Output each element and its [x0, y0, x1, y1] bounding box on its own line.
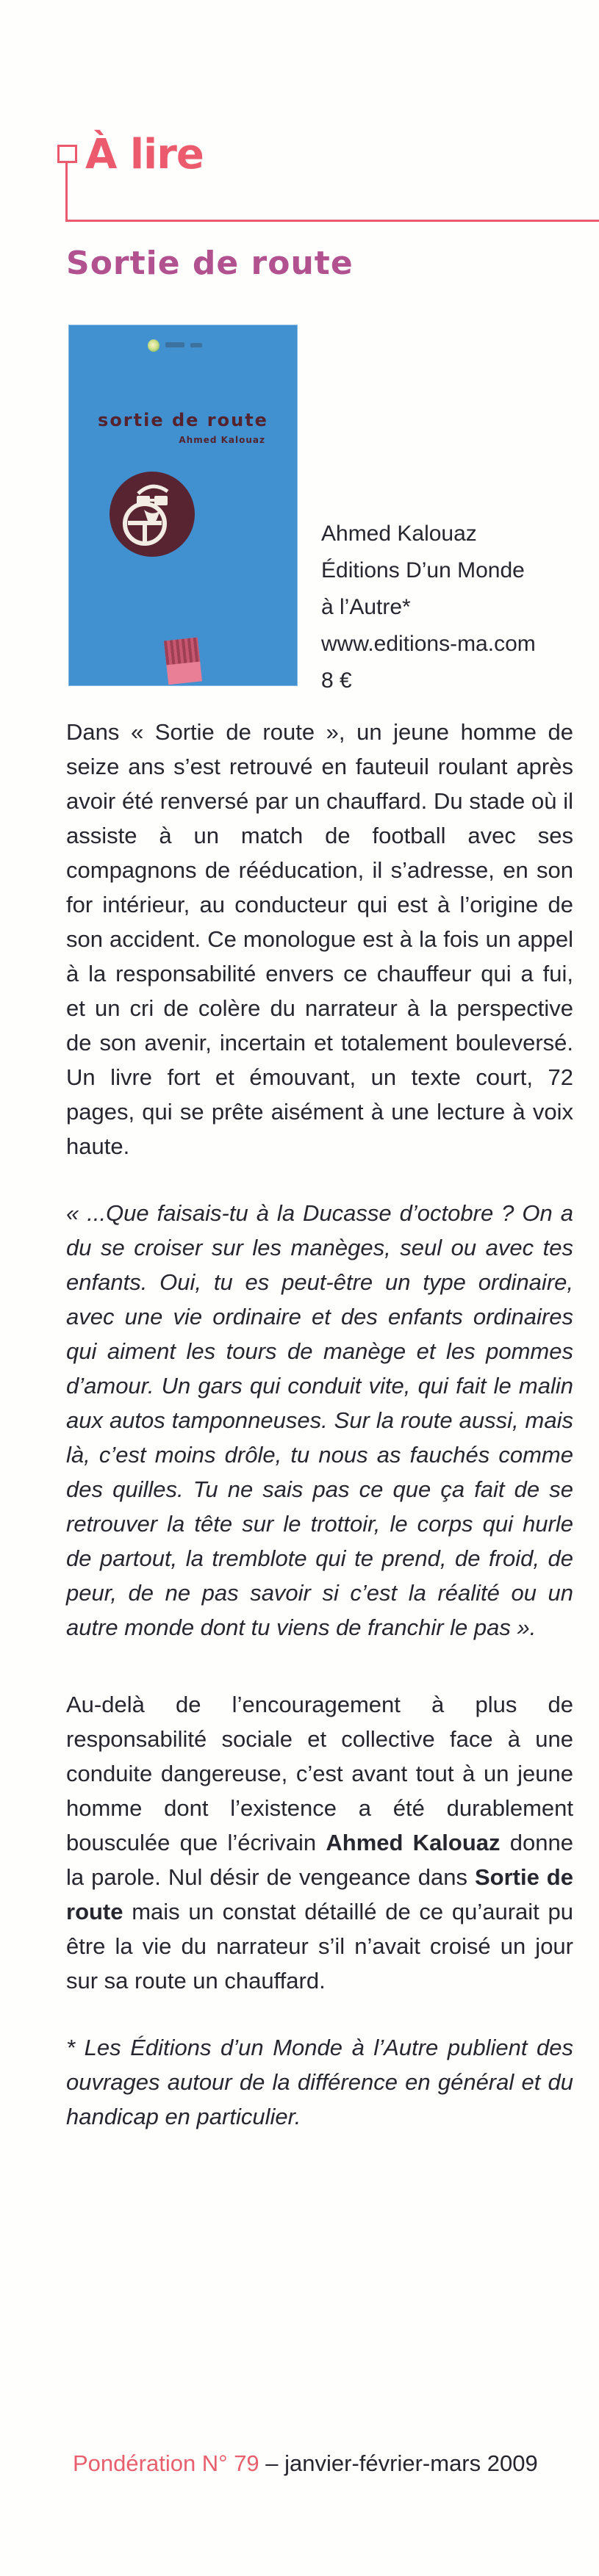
book-info: [321, 516, 536, 699]
book-author: Ahmed Kalouaz: [321, 522, 477, 546]
cover-author: Ahmed Kalouaz: [179, 435, 265, 445]
analysis-text: mais un constat détaillé de ce qu’aurait pu être la vie du narrateur s’il n’avait croisé un jour sur sa route un chauffard.: [66, 1899, 573, 1994]
article-title: Sortie de route: [66, 245, 354, 282]
book-price: 8 €: [321, 668, 352, 693]
section-title: À lire: [85, 131, 204, 178]
cover-stamp-print: [164, 638, 200, 665]
footnote: * Les Éditions d’un Monde à l’Autre publient des ouvrages autour de la différence en général et du handicap en particulier.: [66, 2035, 573, 2129]
face-steering-wheel-illustration: [68, 325, 298, 686]
section-rule-vertical: [65, 161, 68, 221]
analysis-text: Au-delà de l’encouragement à plus de responsabilité sociale et collective face à une conduite dangereuse, c’est avant tout à un jeune homme dont l’existence a été durablement bousculée que l’écrivain: [66, 1692, 573, 1855]
paragraph-analysis: [66, 1687, 573, 1998]
page-footer: [73, 2450, 538, 2477]
book-publisher-line2: à l’Autre*: [321, 595, 411, 619]
paragraph-quote: « ...Que faisais-tu à la Ducasse d’octobre ? On a du se croiser sur les manèges, seul ou avec tes enfants. Oui, tu es peut-être un type ordinaire, avec une vie ordinaire et des enfants ordinaires qui aiment les tours de manège et les pommes d’amour. Un gars qui conduit vite, qui fait le malin aux autos tamponneuses. Sur la route aussi, mais là, c’est moins drôle, tu nous as fauchés comme des quilles. Tu ne sais pas ce que ça fait de se retrouver la tête sur le trottoir, le corps qui hurle de partout, la tremblote qui te prend, de froid, de peur, de ne pas savoir si c’est la réalité ou un autre monde dont tu viens de franchir le pas ».: [66, 1200, 573, 1640]
book-title-bold: Sortie de route: [66, 1864, 573, 1924]
cover-title: sortie de route: [98, 410, 268, 430]
book-cover: [68, 325, 298, 686]
article-body: [66, 715, 573, 2134]
footer-issue-date: – janvier-février-mars 2009: [259, 2450, 538, 2476]
paragraph-summary: Dans « Sortie de route », un jeune homme de seize ans s’est retrouvé en fauteuil roulant après avoir été renversé par un chauffard. Du stade où il assiste à un match de football avec ses compagnons de rééducation, il s’adresse, en son for intérieur, au conducteur qui est à l’origine de son accident. Ce monologue est à la fois un appel à la responsabilité envers ce chauffeur qui a fui, et un cri de colère du narrateur à la perspective de son avenir, incertain et totalement bouleversé. Un livre fort et émouvant, un texte court, 72 pages, qui se prête aisément à une lecture à voix haute.: [66, 719, 573, 1159]
book-publisher-line1: Éditions D’un Monde: [321, 558, 525, 582]
book-website: www.editions-ma.com: [321, 632, 536, 656]
cover-stamp: [164, 638, 202, 685]
footer-magazine-title: Pondération N° 79: [73, 2450, 259, 2476]
analysis-text: donne la parole. Nul désir de vengeance dans: [66, 1830, 573, 1890]
author-name-bold: Ahmed Kalouaz: [326, 1830, 501, 1855]
section-rule-horizontal: [65, 220, 599, 222]
